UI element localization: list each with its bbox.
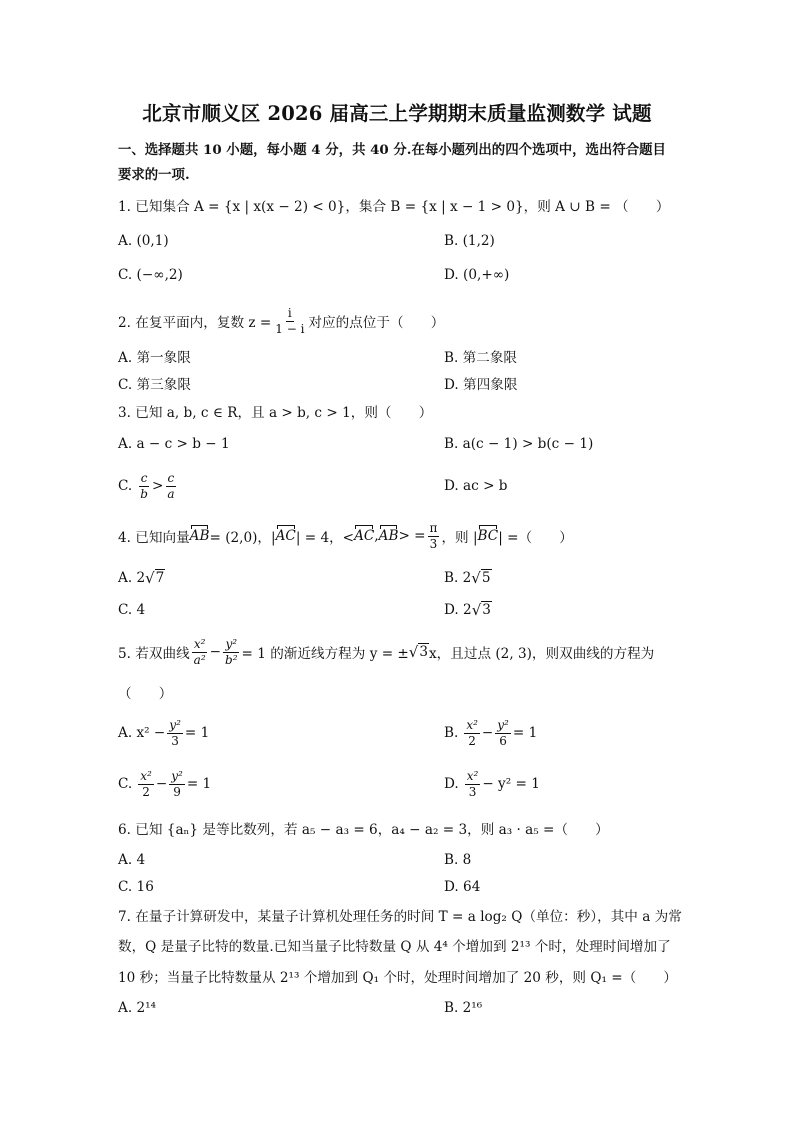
option-label: B. 2	[444, 570, 472, 586]
vector-bc: BC	[477, 528, 499, 544]
option-label: D. 2	[444, 602, 472, 618]
question-2-option-a: A. 第一象限	[118, 350, 191, 366]
fraction-denominator: 6	[499, 733, 507, 748]
question-2-option-b: B. 第二象限	[444, 350, 518, 366]
fraction-denominator: 2	[142, 784, 150, 799]
question-1-option-d: D. (0,+∞)	[444, 267, 510, 283]
fraction-denominator: 3	[429, 536, 438, 551]
question-4-option-c: C. 4	[118, 602, 146, 618]
question-5-option-d	[444, 765, 540, 803]
question-1-option-a: A. (0,1)	[118, 233, 169, 249]
question-2-fraction-numerator: i	[287, 305, 292, 320]
question-7-stem-line-2: 数，Q 是量子比特的数量.已知当量子比特数量 Q 从 4⁴ 个增加到 2¹³ 个时，处理时间增加了	[118, 939, 671, 955]
question-4-stem-text: ,	[374, 528, 379, 544]
question-5-option-c	[118, 765, 211, 803]
radicand: 3	[482, 602, 491, 618]
question-5-stem-continuation: （ ）	[118, 686, 173, 702]
question-3-option-c-fraction-1	[138, 471, 150, 502]
fraction-numerator: y²	[171, 768, 183, 783]
vector-ac: AC	[354, 528, 375, 544]
question-4-stem-text: = (2,0)，|	[209, 530, 276, 546]
option-label: A. 2	[118, 570, 146, 586]
question-3-option-c-operator: >	[151, 478, 164, 494]
question-3-option-a: A. a − c > b − 1	[118, 436, 230, 452]
question-5-option-b	[444, 714, 537, 752]
option-fraction	[138, 769, 154, 800]
question-1-stem: 1. 已知集合 A = {x | x(x − 2) < 0}，集合 B = {x | x − 1 > 0}，则 A ∪ B = （ ）	[118, 199, 670, 215]
option-fraction	[495, 718, 511, 749]
question-2-fraction	[273, 306, 306, 337]
question-3-stem: 3. 已知 a, b, c ∈ R，且 a > b, c > 1，则（ ）	[118, 405, 433, 421]
question-6-option-c: C. 16	[118, 879, 154, 895]
option-operator: −	[155, 776, 168, 792]
question-4-stem-text: > =	[398, 528, 426, 544]
question-5-operator: −	[209, 644, 222, 660]
question-5-stem	[118, 633, 654, 671]
question-4-option-a	[118, 565, 165, 591]
fraction-numerator: x²	[140, 768, 152, 783]
radicand: 7	[155, 570, 165, 586]
radicand: 3	[419, 644, 429, 660]
question-4-stem-text: | = 4，<	[295, 530, 355, 546]
option-fraction	[465, 769, 481, 800]
fraction-numerator: π	[429, 520, 438, 535]
question-4-angle-fraction	[428, 521, 440, 552]
question-2-stem	[118, 304, 444, 338]
question-4-stem-text: ，则 |	[441, 530, 478, 546]
section-instructions: 一、选择题共 10 小题，每小题 4 分，共 40 分.在每小题列出的四个选项中，选出符合题目要求的一项.	[118, 142, 666, 183]
fraction-numerator: x²	[466, 717, 478, 732]
question-6-option-b: B. 8	[444, 852, 472, 868]
fraction-denominator: b	[140, 486, 148, 501]
question-4-stem	[118, 518, 573, 554]
question-4-option-d	[444, 597, 492, 623]
question-5-stem-text: 5. 若双曲线	[118, 646, 190, 662]
fraction-numerator: y²	[225, 636, 238, 651]
fraction-numerator: c	[167, 470, 175, 485]
question-2-stem-pre: 2. 在复平面内，复数 z =	[118, 315, 272, 331]
question-3-option-d: D. ac > b	[444, 478, 508, 494]
fraction-denominator: 3	[171, 733, 179, 748]
question-5-fraction-1	[192, 637, 208, 668]
option-label: C.	[118, 776, 133, 792]
vector-ab: AB	[189, 528, 210, 544]
option-fraction	[167, 718, 183, 749]
fraction-numerator: y²	[497, 717, 509, 732]
fraction-denominator: 2	[468, 733, 476, 748]
fraction-denominator: b²	[225, 652, 238, 667]
question-2-fraction-denominator: 1 − i	[275, 321, 305, 336]
vector-ac: AC	[275, 528, 296, 544]
sqrt-expression: √ 3	[471, 601, 491, 619]
question-5-stem-text: x，且过点 (2, 3)，则双曲线的方程为	[429, 646, 655, 662]
option-label: B.	[444, 725, 459, 741]
vector-ab: AB	[378, 528, 399, 544]
question-2-option-c: C. 第三象限	[118, 377, 191, 393]
question-6-stem: 6. 已知 {aₙ} 是等比数列，若 a₅ − a₃ = 6，a₄ − a₂ = 3，则 a₃ · a₅ =（ ）	[118, 822, 609, 838]
question-4-stem-text: | =（ ）	[498, 530, 573, 546]
question-1-option-c: C. (−∞,2)	[118, 267, 183, 283]
option-fraction	[169, 769, 185, 800]
question-3-option-c-fraction-2	[165, 471, 176, 502]
question-5-option-a	[118, 714, 209, 752]
fraction-numerator: y²	[169, 717, 181, 732]
question-3-option-c	[118, 468, 178, 504]
question-5-fraction-2	[223, 637, 240, 668]
question-7-option-a: A. 2¹⁴	[118, 1000, 157, 1016]
option-operator: −	[481, 725, 494, 741]
sqrt-expression: √ 3	[408, 643, 429, 661]
fraction-numerator: x²	[466, 768, 479, 783]
question-7-stem-line-3: 10 秒；当量子比特数量从 2¹³ 个增加到 Q₁ 个时，处理时间增加了 20 秒，则 Q₁ =（ ）	[118, 970, 678, 986]
option-label: D.	[444, 776, 459, 792]
question-7-option-b: B. 2¹⁶	[444, 1000, 483, 1016]
question-4-option-b	[444, 565, 492, 591]
sqrt-expression: √ 7	[145, 569, 165, 587]
option-text: = 1	[186, 776, 212, 792]
question-5-stem-text: = 1 的渐近线方程为 y = ±	[241, 646, 409, 662]
question-2-stem-post: 对应的点位于（ ）	[308, 315, 445, 331]
question-6-option-d: D. 64	[444, 879, 481, 895]
question-2-option-d: D. 第四象限	[444, 377, 518, 393]
sqrt-expression: √ 5	[471, 569, 491, 587]
question-6-option-a: A. 4	[118, 852, 146, 868]
question-1-option-b: B. (1,2)	[444, 233, 495, 249]
option-fraction	[464, 718, 480, 749]
fraction-denominator: 9	[173, 784, 181, 799]
radicand: 5	[481, 570, 491, 586]
question-3-option-b: B. a(c − 1) > b(c − 1)	[444, 436, 594, 452]
option-label: A. x² −	[118, 725, 166, 741]
fraction-numerator: c	[140, 470, 148, 485]
option-text: − y² = 1	[482, 776, 540, 792]
fraction-denominator: 3	[468, 784, 477, 799]
page-title: 北京市顺义区 2026 届高三上学期期末质量监测数学 试题	[142, 102, 652, 125]
fraction-numerator: x²	[193, 636, 206, 651]
question-3-option-c-label: C.	[118, 478, 133, 494]
fraction-denominator: a²	[193, 652, 206, 667]
option-text: = 1	[184, 725, 210, 741]
question-7-stem-line-1: 7. 在量子计算研发中，某量子计算机处理任务的时间 T = a log₂ Q（单位：秒），其中 a 为常	[118, 909, 682, 925]
question-4-stem-text: 4. 已知向量	[118, 530, 190, 546]
option-text: = 1	[512, 725, 538, 741]
fraction-denominator: a	[167, 486, 175, 501]
